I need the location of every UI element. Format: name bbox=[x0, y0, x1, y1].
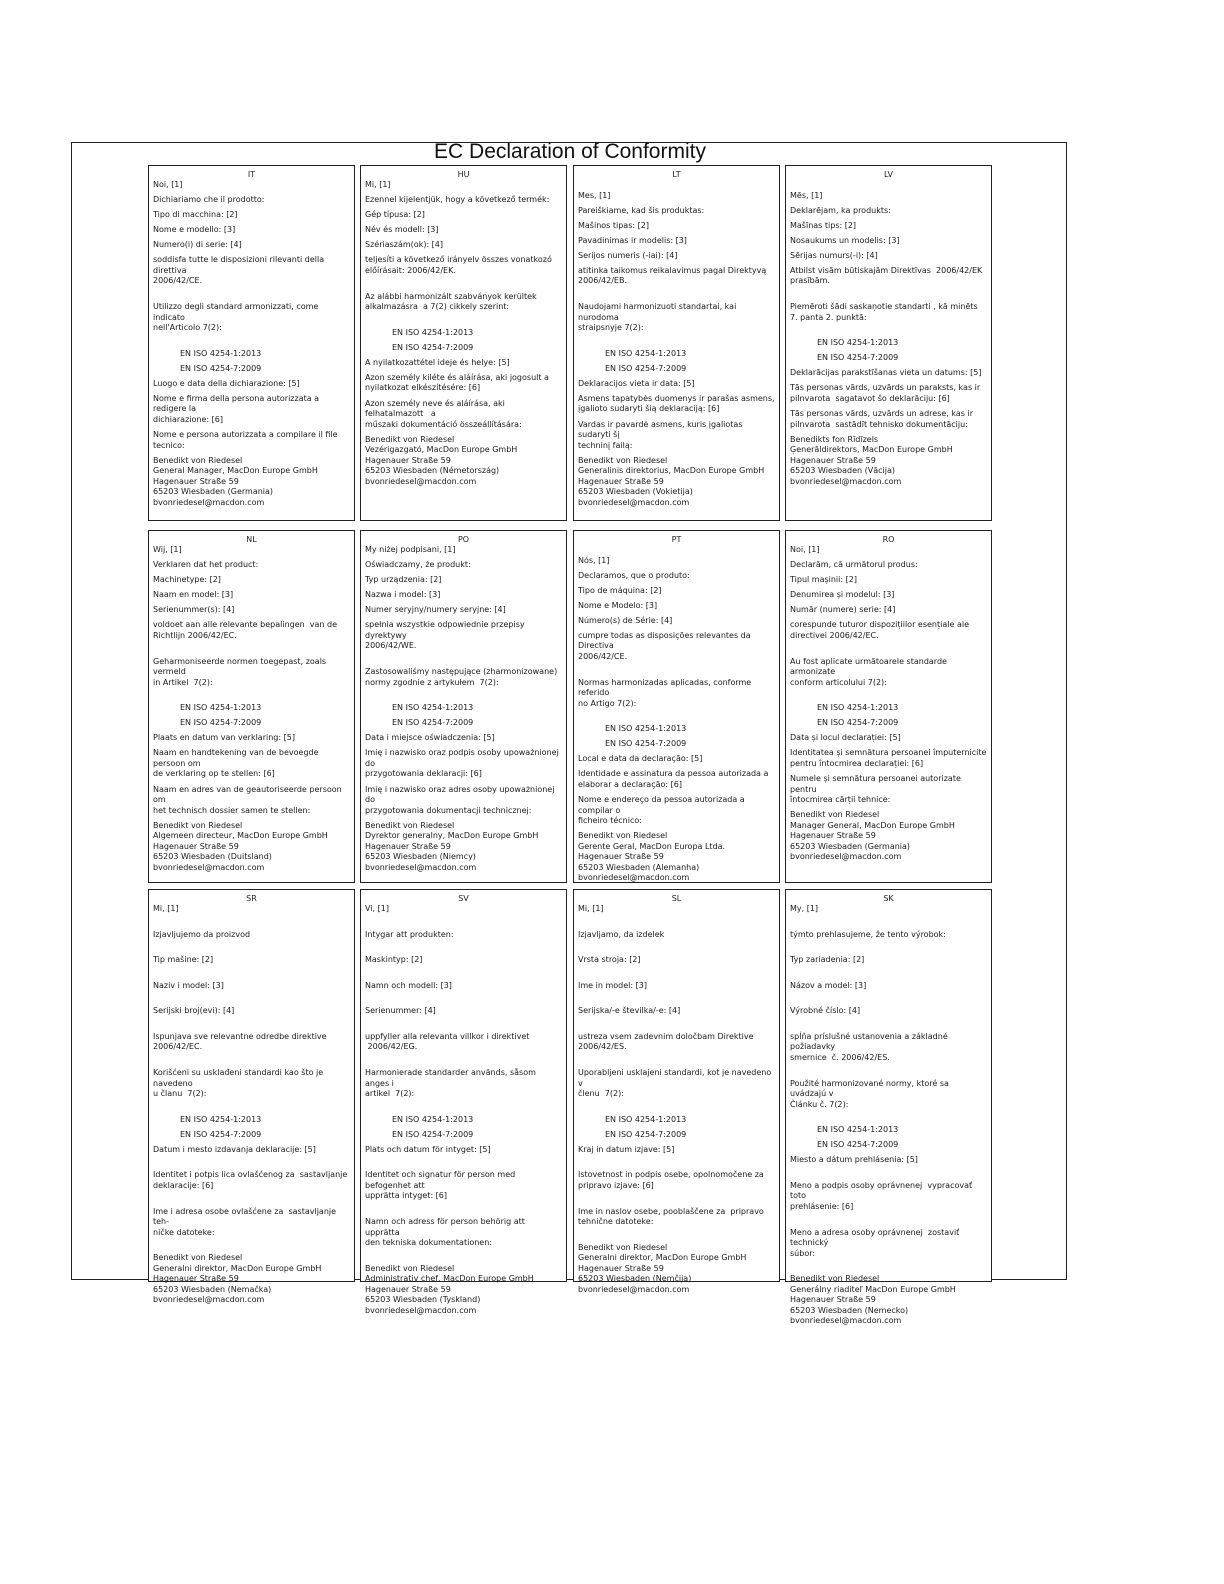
declaration-line: EN ISO 4254-1:2013 bbox=[605, 348, 687, 358]
declaration-line: Harmonierade standarder används, såsom anges i artikel 7(2): bbox=[365, 1068, 536, 1099]
panel-language-code: LV bbox=[883, 170, 894, 179]
declaration-line: Vardas ir pavardė asmens, kuris įgaliotas sudaryti šį techninį failą: bbox=[578, 419, 743, 450]
declaration-line: Azon személy neve és aláírása, aki felhatalmazott a műszaki dokumentáció összeállítására: bbox=[365, 398, 522, 429]
declaration-line: uppfyller alla relevanta villkor i direktivet 2006/42/EG. bbox=[365, 1031, 530, 1052]
panel-hu bbox=[360, 165, 567, 521]
declaration-line: Azon személy kiléte és aláírása, aki jogosult a nyilatkozat elkészítésére: [6] bbox=[365, 372, 549, 393]
declaration-line: Mes, [1] bbox=[578, 190, 611, 200]
declaration-line: Vrsta stroja: [2] bbox=[578, 955, 641, 965]
declaration-line: Nome e endereço da pessoa autorizada a compilar o ficheiro técnico: bbox=[578, 795, 745, 826]
declaration-line: spĺňa príslušné ustanovenia a základné požiadavky smernice č. 2006/42/ES. bbox=[790, 1031, 948, 1062]
declaration-line: EN ISO 4254-1:2013 bbox=[180, 703, 262, 713]
panel-language-code: HU bbox=[457, 170, 470, 179]
declaration-line: Pavadinimas ir modelis: [3] bbox=[578, 235, 687, 245]
panel-language-code: NL bbox=[246, 535, 257, 544]
declaration-line: voldoet aan alle relevante bepalingen van de Richtlijn 2006/42/EC. bbox=[153, 620, 338, 640]
declaration-line: EN ISO 4254-7:2009 bbox=[180, 1129, 262, 1139]
panel-sr bbox=[148, 889, 355, 1305]
declaration-line: Tipo di macchina: [2] bbox=[153, 210, 238, 220]
declaration-line: Serienummer(s): [4] bbox=[153, 605, 235, 615]
declaration-line: Identidade e assinatura da pessoa autorizada a elaborar a declaração: [6] bbox=[578, 769, 769, 789]
declaration-line: Número(s) de Série: [4] bbox=[578, 615, 673, 625]
panel-ro bbox=[785, 530, 992, 883]
declaration-line: Benedikt von Riedesel Generalni direktor, MacDon Europe GmbH Hagenauer Straße 59 65203 Wiesbaden (Nemačka) bvonriedesel@macdon.com bbox=[153, 1253, 322, 1305]
declaration-line: Wij, [1] bbox=[153, 545, 182, 554]
declaration-line: corespunde tuturor dispozițiilor esențiale ale directivei 2006/42/EC. bbox=[790, 620, 969, 640]
declaration-line: Intygar att produkten: bbox=[365, 929, 454, 939]
declaration-line: Tās personas vārds, uzvārds un paraksts, kas ir pilnvarota sagatavot šo deklarāciju: [6] bbox=[790, 383, 981, 403]
declaration-line: Nosaukums un modelis: [3] bbox=[790, 235, 900, 245]
panel-language-code: PO bbox=[457, 535, 470, 544]
declaration-line: Typ urządzenia: [2] bbox=[365, 575, 442, 585]
declaration-line: Názov a model: [3] bbox=[790, 980, 867, 990]
declaration-line: Vi, [1] bbox=[365, 904, 389, 913]
declaration-line: Mi, [1] bbox=[365, 180, 391, 189]
declaration-line: Nome e modello: [3] bbox=[153, 225, 236, 235]
declaration-line: Dichiariamo che il prodotto: bbox=[153, 195, 265, 205]
declaration-line: Machinetype: [2] bbox=[153, 575, 221, 585]
declaration-line: Korišćeni su usklađeni standardi kao što je navedeno u članu 7(2): bbox=[153, 1068, 324, 1099]
declaration-line: Typ zariadenia: [2] bbox=[790, 955, 865, 965]
panel-lv bbox=[785, 165, 992, 521]
declaration-line: Naam en adres van de geautoriseerde persoon om het technisch dossier samen te stellen: bbox=[153, 784, 342, 815]
declaration-line: Naam en handtekening van de bevoegde persoon om de verklaring op te stellen: [6] bbox=[153, 748, 319, 779]
panel-language-code: RO bbox=[882, 535, 895, 544]
declaration-line: Benedikt von Riedesel General Manager, MacDon Europe GmbH Hagenauer Straße 59 65203 Wiesbaden (Germania) bvonriedesel@macdon.com bbox=[153, 455, 318, 507]
declaration-line: My, [1] bbox=[790, 904, 819, 913]
declaration-line: Istovetnost in podpis osebe, opolnomočene za pripravo izjave: [6] bbox=[578, 1170, 764, 1190]
declaration-line: Identitet och signatur för person med befogenhet att upprätta intyget: [6] bbox=[365, 1170, 516, 1201]
declaration-line: Plats och datum för intyget: [5] bbox=[365, 1144, 491, 1154]
declaration-line: EN ISO 4254-1:2013 bbox=[180, 1114, 262, 1124]
declaration-line: Benedikt von Riedesel Algemeen directeur, MacDon Europe GmbH Hagenauer Straße 59 65203 Wiesbaden (Duitsland) bvonriedesel@macdon.com bbox=[153, 820, 328, 872]
declaration-line: Mēs, [1] bbox=[790, 190, 823, 200]
declaration-line: Ime in naslov osebe, pooblaščene za pripravo tehnične datoteke: bbox=[578, 1206, 764, 1227]
declaration-line: Benedikt von Riedesel Generálny riaditeľ MacDon Europe GmbH Hagenauer Straße 59 65203 Wiesbaden (Nemecko) bvonriedesel@macdon.com bbox=[790, 1274, 956, 1326]
declaration-line: Numero(i) di serie: [4] bbox=[153, 240, 242, 250]
declaration-line: Serijos numeris (-iai): [4] bbox=[578, 250, 678, 260]
declaration-line: Declaramos, que o produto: bbox=[578, 570, 690, 580]
declaration-line: soddisfa tutte le disposizioni rilevanti della direttiva 2006/42/CE. bbox=[153, 255, 325, 286]
declaration-line: Noi, [1] bbox=[790, 545, 820, 554]
panel-sv bbox=[360, 889, 567, 1315]
declaration-line: Noi, [1] bbox=[153, 180, 183, 189]
declaration-line: Piemēroti šādi saskaņotie standarti , kā minēts 7. panta 2. punktā: bbox=[790, 302, 978, 322]
declaration-line: Zastosowaliśmy następujące (zharmonizowane) normy zgodnie z artykułem 7(2): bbox=[365, 667, 558, 687]
declaration-line: EN ISO 4254-1:2013 bbox=[817, 1125, 899, 1135]
declaration-line: EN ISO 4254-7:2009 bbox=[605, 739, 687, 749]
declaration-line: týmto prehlasujeme, že tento výrobok: bbox=[790, 929, 946, 939]
declaration-line: Număr (numere) serie: [4] bbox=[790, 605, 896, 615]
declaration-line: EN ISO 4254-7:2009 bbox=[817, 353, 899, 363]
declaration-line: ustreza vsem zadevnim določbam Direktive 2006/42/ES. bbox=[578, 1031, 754, 1052]
declaration-line: Benedikts fon Rīdīzels Ģenerāldirektors, MacDon Europe GmbH Hagenauer Straße 59 65203 Wiesbaden (Vācija) bvonriedesel@macdon.com bbox=[790, 434, 953, 486]
declaration-line: A nyilatkozattétel ideje és helye: [5] bbox=[365, 357, 510, 367]
declaration-line: Asmens tapatybės duomenys ir parašas asmens, įgalioto sudaryti šią deklaraciją: [6] bbox=[578, 393, 775, 414]
panel-pt bbox=[573, 530, 780, 883]
declaration-line: Deklarācijas parakstīšanas vieta un datums: [5] bbox=[790, 368, 982, 378]
declaration-line: Výrobné číslo: [4] bbox=[790, 1006, 861, 1016]
declaration-line: Nome e firma della persona autorizzata a redigere la dichiarazione: [6] bbox=[153, 393, 320, 424]
declaration-line: EN ISO 4254-1:2013 bbox=[392, 327, 474, 337]
declaration-line: Szériaszám(ok): [4] bbox=[365, 240, 444, 250]
declaration-line: Benedikt von Riedesel Vezérigazgató, MacDon Europe GmbH Hagenauer Straße 59 65203 Wiesbaden (Németország) bvonriedesel@macdon.com bbox=[365, 434, 518, 486]
declaration-line: teljesíti a következő irányelv összes vonatkozó előírásait: 2006/42/EK. bbox=[365, 255, 552, 275]
panel-language-code: SL bbox=[671, 894, 682, 903]
declaration-line: Imię i nazwisko oraz podpis osoby upoważnionej do przygotowania deklaracji: [6] bbox=[365, 748, 559, 779]
declaration-line: EN ISO 4254-7:2009 bbox=[605, 363, 687, 373]
panel-language-code: IT bbox=[247, 170, 256, 179]
declaration-line: EN ISO 4254-1:2013 bbox=[605, 1114, 687, 1124]
declaration-line: Normas harmonizadas aplicadas, conforme referido no Artigo 7(2): bbox=[578, 677, 752, 708]
declaration-line: Név és modell: [3] bbox=[365, 225, 439, 235]
declaration-line: Naudojami harmonizuoti standartai, kai nurodoma straipsnyje 7(2): bbox=[578, 302, 737, 333]
declaration-line: Utilizzo degli standard armonizzati, come indicato nell'Articolo 7(2): bbox=[153, 302, 319, 333]
declaration-line: Uporabljeni usklajeni standardi, kot je navedeno v členu 7(2): bbox=[578, 1068, 772, 1099]
declaration-line: Mašīnas tips: [2] bbox=[790, 220, 857, 230]
declaration-line: Meno a podpis osoby oprávnenej vypracovať toto prehlásenie: [6] bbox=[790, 1180, 973, 1211]
declaration-line: Verklaren dat het product: bbox=[153, 560, 259, 570]
declaration-line: Imię i nazwisko oraz adres osoby upoważnionej do przygotowania dokumentacji technicznej: bbox=[365, 784, 555, 815]
declaration-line: Serienummer: [4] bbox=[365, 1006, 436, 1016]
declaration-line: Mi, [1] bbox=[578, 904, 604, 913]
declaration-line: Benedikt von Riedesel Gerente Geral, MacDon Europa Ltda. Hagenauer Straße 59 65203 Wiesbaden (Alemanha) bvonriedesel@macdon.com bbox=[578, 831, 726, 883]
panel-language-code: PT bbox=[671, 535, 682, 544]
declaration-line: EN ISO 4254-1:2013 bbox=[392, 1114, 474, 1124]
declaration-line: Luogo e data della dichiarazione: [5] bbox=[153, 378, 300, 388]
declaration-line: Datum i mesto izdavanja deklaracije: [5] bbox=[153, 1144, 316, 1154]
declaration-line: Gép típusa: [2] bbox=[365, 210, 425, 220]
declaration-line: Izjavljujemo da proizvod bbox=[153, 929, 251, 939]
declaration-line: cumpre todas as disposições relevantes da Directiva 2006/42/CE. bbox=[578, 630, 751, 661]
declaration-line: Tip mašine: [2] bbox=[153, 955, 214, 965]
declaration-line: Ime i adresa osobe ovlašćene za sastavljanje teh- ničke datoteke: bbox=[153, 1206, 337, 1237]
declaration-line: Deklarējam, ka produkts: bbox=[790, 205, 891, 215]
panel-sl bbox=[573, 889, 780, 1294]
declaration-line: Miesto a dátum prehlásenia: [5] bbox=[790, 1155, 918, 1165]
declaration-line: Serijski broj(evi): [4] bbox=[153, 1006, 235, 1016]
panel-nl bbox=[148, 530, 355, 883]
panel-po bbox=[360, 530, 567, 883]
declaration-line: Data și locul declarației: [5] bbox=[790, 733, 901, 743]
panel-language-code: SV bbox=[458, 894, 469, 903]
panel-it bbox=[148, 165, 355, 521]
declaration-line: Denumirea și modelul: [3] bbox=[790, 590, 895, 600]
declaration-line: Nós, [1] bbox=[578, 555, 610, 565]
declaration-line: Izjavljamo, da izdelek bbox=[578, 929, 665, 939]
declaration-line: Maskintyp: [2] bbox=[365, 955, 423, 965]
declaration-line: Namn och modell: [3] bbox=[365, 980, 452, 990]
declaration-line: Geharmoniseerde normen toegepast, zoals vermeld in Artikel 7(2): bbox=[153, 656, 327, 687]
declaration-line: Benedikt von Riedesel Generalni direktor, MacDon Europe GmbH Hagenauer Straße 59 65203 Wiesbaden (Nemčija) bvonriedesel@macdon.com bbox=[578, 1242, 747, 1294]
declaration-line: Nome e persona autorizzata a compilare il file tecnico: bbox=[153, 430, 338, 450]
declaration-line: Pareiškiame, kad šis produktas: bbox=[578, 205, 705, 215]
declaration-line: Plaats en datum van verklaring: [5] bbox=[153, 733, 295, 743]
declaration-line: Oświadczamy, że produkt: bbox=[365, 560, 471, 570]
declaration-line: Deklaracijos vieta ir data: [5] bbox=[578, 378, 695, 388]
declaration-line: Ispunjava sve relevantne odredbe direktive 2006/42/EC. bbox=[153, 1031, 327, 1052]
declaration-line: Naziv i model: [3] bbox=[153, 980, 224, 990]
declaration-line: Ime in model: [3] bbox=[578, 980, 647, 990]
declaration-line: EN ISO 4254-7:2009 bbox=[392, 718, 474, 728]
declaration-line: Az alábbi harmonizált szabványok kerültek alkalmazásra a 7(2) cikkely szerint: bbox=[365, 291, 537, 312]
declaration-line: EN ISO 4254-1:2013 bbox=[817, 338, 899, 348]
declaration-line: Atbilst visām būtiskajām Direktīvas 2006/42/EK prasībām. bbox=[790, 265, 983, 286]
declaration-line: EN ISO 4254-1:2013 bbox=[817, 703, 899, 713]
declaration-line: Benedikt von Riedesel Manager General, MacDon Europe GmbH Hagenauer Straße 59 65203 Wiesbaden (Germania) bvonriedesel@macdon.com bbox=[790, 810, 955, 862]
document-title: EC Declaration of Conformity bbox=[434, 140, 706, 163]
declaration-line: Naam en model: [3] bbox=[153, 590, 234, 600]
declaration-line: spełnia wszystkie odpowiednie przepisy dyrektywy 2006/42/WE. bbox=[365, 620, 525, 651]
declaration-line: Mi, [1] bbox=[153, 904, 179, 913]
declaration-line: Declarăm, că următorul produs: bbox=[790, 560, 918, 570]
declaration-line: atitinka taikomus reikalavimus pagal Direktyvą 2006/42/EB. bbox=[578, 265, 767, 286]
declaration-line: Kraj in datum izjave: [5] bbox=[578, 1144, 675, 1154]
declaration-line: Mašinos tipas: [2] bbox=[578, 220, 649, 230]
declaration-line: EN ISO 4254-7:2009 bbox=[180, 718, 262, 728]
declaration-line: Benedikt von Riedesel Dyrektor generalny, MacDon Europe GmbH Hagenauer Straße 59 65203 Wiesbaden (Niemcy) bvonriedesel@macdon.com bbox=[365, 820, 539, 872]
declaration-line: Meno a adresa osoby oprávnenej zostaviť technický súbor: bbox=[790, 1227, 960, 1258]
declaration-line: EN ISO 4254-1:2013 bbox=[605, 724, 687, 734]
declaration-line: Ezennel kijelentjük, hogy a következő termék: bbox=[365, 195, 550, 205]
declaration-line: Tipo de máquina: [2] bbox=[578, 585, 662, 595]
declaration-line: Numele și semnătura persoanei autorizate pentru întocmirea cărții tehnice: bbox=[790, 774, 961, 805]
declaration-line: Nome e Modelo: [3] bbox=[578, 600, 658, 610]
declaration-line: My niżej podpisani, [1] bbox=[365, 545, 456, 554]
panel-language-code: LT bbox=[672, 170, 681, 179]
panel-sk bbox=[785, 889, 992, 1326]
declaration-line: EN ISO 4254-7:2009 bbox=[605, 1129, 687, 1139]
declaration-line: Data i miejsce oświadczenia: [5] bbox=[365, 733, 495, 743]
declaration-line: EN ISO 4254-1:2013 bbox=[392, 703, 474, 713]
declaration-line: Identitatea și semnătura persoanei împuternicite pentru întocmirea declarației: [6] bbox=[790, 748, 987, 768]
panel-language-code: SR bbox=[246, 894, 257, 903]
declaration-line: Použité harmonizované normy, ktoré sa uvádzajú v Článku č. 7(2): bbox=[790, 1078, 949, 1109]
declaration-line: Numer seryjny/numery seryjne: [4] bbox=[365, 605, 506, 615]
declaration-line: EN ISO 4254-7:2009 bbox=[817, 1140, 899, 1150]
declaration-line: Namn och adress för person behörig att upprätta den tekniska dokumentationen: bbox=[365, 1217, 525, 1248]
panel-language-code: SK bbox=[883, 894, 894, 903]
declaration-line: EN ISO 4254-1:2013 bbox=[180, 348, 262, 358]
declaration-line: Nazwa i model: [3] bbox=[365, 590, 441, 600]
declaration-line: Local e data da declaração: [5] bbox=[578, 754, 703, 764]
declaration-line: Tipul mașinii: [2] bbox=[790, 575, 857, 585]
declaration-line: Benedikt von Riedesel Generalinis direktorius, MacDon Europe GmbH Hagenauer Straße 59 65203 Wiesbaden (Vokietija) bvonriedesel@macdon.com bbox=[578, 455, 765, 507]
declaration-line: EN ISO 4254-7:2009 bbox=[392, 1129, 474, 1139]
declaration-line: EN ISO 4254-7:2009 bbox=[180, 363, 262, 373]
declaration-line: Serijska/-e številka/-e: [4] bbox=[578, 1006, 681, 1016]
panel-lt bbox=[573, 165, 780, 521]
declaration-line: Benedikt von Riedesel Administrativ chef, MacDon Europe GmbH Hagenauer Straße 59 65203 Wiesbaden (Tyskland) bvonriedesel@macdon.com bbox=[365, 1263, 534, 1315]
declaration-line: Sērijas numurs(-i): [4] bbox=[790, 250, 878, 260]
declaration-line: Tās personas vārds, uzvārds un adrese, kas ir pilnvarota sastādīt tehnisko dokumentāciju: bbox=[790, 409, 973, 429]
declaration-line: EN ISO 4254-7:2009 bbox=[392, 342, 474, 352]
declaration-line: Au fost aplicate următoarele standarde armonizate conform articolului 7(2): bbox=[790, 656, 947, 687]
declaration-line: Identitet i potpis lica ovlašćenog za sastavljanje deklaracije: [6] bbox=[153, 1170, 348, 1190]
declaration-line: EN ISO 4254-7:2009 bbox=[817, 718, 899, 728]
